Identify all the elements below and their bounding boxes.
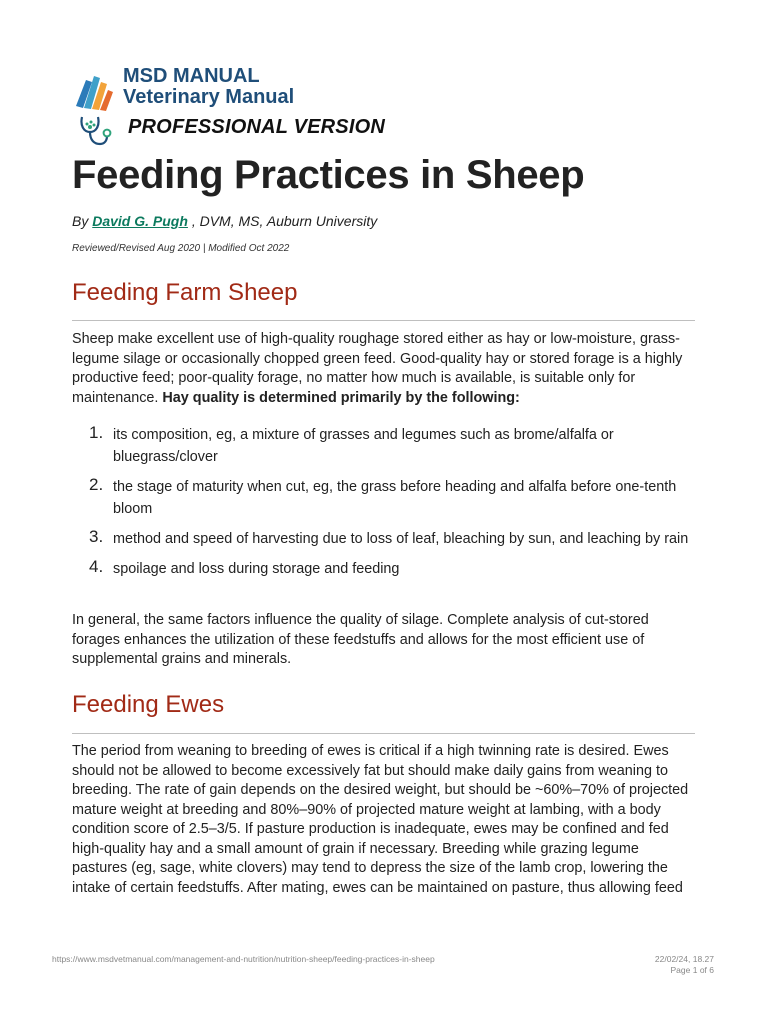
outro-paragraph: In general, the same factors influence the quality of silage. Complete analysis of cut-stored forages enhances the utilization of these feedstuffs and allows for the most efficient use of supplemental grains and minerals. xyxy=(72,612,649,667)
site-header xyxy=(72,64,692,146)
brand-wordmark[interactable] xyxy=(123,66,294,108)
list-item-text: its composition, eg, a mixture of grasses and legumes such as brome/alfalfa or bluegrass/clover xyxy=(113,427,614,465)
list-item xyxy=(72,528,694,550)
intro-paragraph xyxy=(72,330,698,408)
section-heading-feeding-farm-sheep: Feeding Farm Sheep xyxy=(72,279,298,306)
footer-datetime: 22/02/24, 18.27 xyxy=(654,954,714,964)
byline-affiliation: , DVM, MS, Auburn University xyxy=(191,213,378,229)
list-item xyxy=(72,476,694,520)
stethoscope-icon xyxy=(76,114,112,148)
byline-prefix: By xyxy=(72,213,89,229)
list-number: 4. xyxy=(89,557,104,576)
ewes-paragraph: The period from weaning to breeding of ewes is critical if a high twinning rate is desired. Ewes should not be allowed to become excessively fat but should make daily gains from weaning to breeding. The rate of gain depends on the desired weight, but should be ~60%–70% of projected mature weight at breeding and 80%–90% of projected mature weight at lambing, with a body condition score of 2.5–3/5. If pasture production is inadequate, ewes may be confined and fed high-quality hay and a small amount of grain if necessary. Breeding while grazing legume pastures (eg, sage, white clovers) may tend to depress the size of the lamb crop, lowering the intake of certain feedstuffs. After mating, ewes can be maintained on pasture, thus allowing feed xyxy=(72,743,689,896)
brand-line-1: MSD MANUAL xyxy=(123,65,260,87)
intro-text: Sheep make excellent use of high-quality roughage stored either as hay or low-moisture, grass-legume silage or occasionally chopped green feed. Good-quality hay or stored forage is a highly productive feed; poor-quality forage, no matter how much is available, is suitable only for maintenance. xyxy=(72,331,683,406)
intro-bold-text: Hay quality is determined primarily by the following: xyxy=(162,389,520,406)
author-link[interactable]: David G. Pugh xyxy=(92,213,188,229)
footer-page-number: Page 1 of 6 xyxy=(670,965,714,975)
list-item xyxy=(72,424,694,468)
section-divider xyxy=(72,733,695,734)
list-number: 3. xyxy=(89,527,104,546)
section-divider xyxy=(72,320,695,321)
list-item-text: the stage of maturity when cut, eg, the grass before heading and alfalfa before one-tenth bloom xyxy=(113,479,677,517)
page-title: Feeding Practices in Sheep xyxy=(72,153,585,197)
hay-quality-list xyxy=(72,424,694,588)
page-cutoff-mask xyxy=(72,898,702,920)
section-heading-feeding-ewes: Feeding Ewes xyxy=(72,691,225,718)
review-dates: Reviewed/Revised Aug 2020 | Modified Oct 2022 xyxy=(72,243,290,254)
list-item-text: method and speed of harvesting due to loss of leaf, bleaching by sun, and leaching by rain xyxy=(113,531,689,547)
list-item xyxy=(72,558,694,580)
list-number: 1. xyxy=(89,423,104,442)
professional-version-label: PROFESSIONAL VERSION xyxy=(128,116,386,138)
footer-url: https://www.msdvetmanual.com/management-and-nutrition/nutrition-sheep/feeding-practices-in-sheep xyxy=(52,954,435,964)
list-number: 2. xyxy=(89,475,104,494)
brand-line-2: Veterinary Manual xyxy=(123,86,295,108)
msd-logo-icon[interactable] xyxy=(72,68,116,112)
byline xyxy=(72,213,377,229)
list-item-text: spoilage and loss during storage and feeding xyxy=(113,561,400,577)
